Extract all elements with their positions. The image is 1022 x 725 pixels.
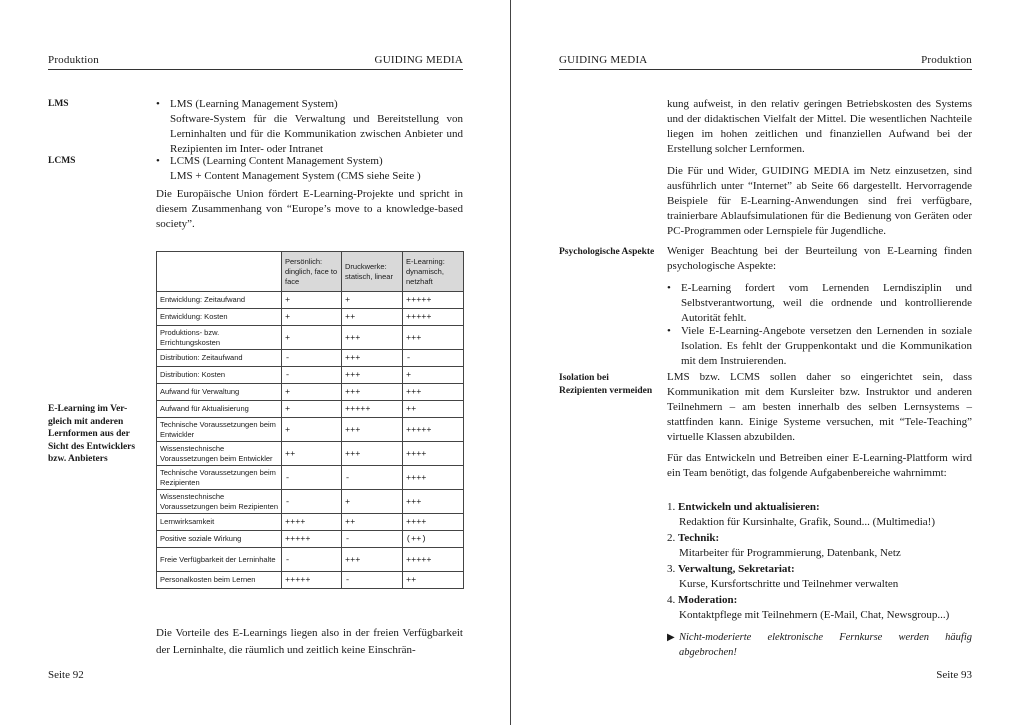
table-row [157, 572, 464, 589]
table-cell: +++++ [282, 531, 342, 548]
table-row [157, 367, 464, 384]
table-cell: +++ [403, 384, 464, 401]
table-row-label: Personalkosten beim Lernen [157, 572, 282, 589]
lms-definition [156, 97, 463, 157]
table-cell: ++++ [403, 466, 464, 490]
table-header-cell [157, 252, 282, 292]
list-item-number: 3. [667, 563, 676, 575]
table-cell: ++ [403, 572, 464, 589]
table-cell: (++) [403, 531, 464, 548]
table-cell: - [282, 490, 342, 514]
list-item [667, 500, 972, 530]
table-row [157, 384, 464, 401]
bullet-self-discipline [667, 281, 972, 326]
list-item [667, 531, 972, 561]
table-row [157, 531, 464, 548]
table-cell: - [342, 572, 403, 589]
table-cell: + [342, 490, 403, 514]
lms-description: Software-System für die Verwaltung und Bereitstellung von Lerninhalten und für die Kommunikation zwischen Anbieter und Rezipienten im Inter- oder Intranet [170, 113, 463, 155]
table-cell: + [282, 418, 342, 442]
table-row [157, 401, 464, 418]
table-cell: ++ [342, 514, 403, 531]
lcms-definition [156, 154, 463, 184]
page-93 [511, 0, 1022, 725]
table-cell: +++ [403, 326, 464, 350]
table-row-label: Wissenstechnische Voraussetzungen beim Rezipienten [157, 490, 282, 514]
table-cell: + [342, 292, 403, 309]
table-cell: +++ [342, 326, 403, 350]
table-cell: - [282, 466, 342, 490]
table-cell: + [403, 367, 464, 384]
table-row-label: Freie Verfügbarkeit der Lerninhalte [157, 548, 282, 572]
bullet-text: Viele E-Learning-Angebote versetzen den Lernenden in soziale Isolation. Es fehlt der Gruppenkontakt und die Kommunikation mit dem Instruierenden. [681, 325, 972, 367]
page-number-left: Seite 92 [48, 669, 84, 681]
list-item-number: 4. [667, 594, 676, 606]
header-book-title: GUIDING MEDIA [374, 54, 463, 66]
table-cell: +++++ [403, 292, 464, 309]
table-header-cell: Druckwerke: statisch, linear [342, 252, 403, 292]
bullet-isolation [667, 324, 972, 369]
table-row [157, 514, 464, 531]
list-item-title: Technik: [678, 532, 720, 544]
list-item-number: 2. [667, 532, 676, 544]
bullet-dot: • [667, 325, 671, 337]
table-cell: +++ [342, 384, 403, 401]
table-row [157, 309, 464, 326]
table-row-label: Produktions- bzw. Errichtungskosten [157, 326, 282, 350]
table-row [157, 466, 464, 490]
table-cell: + [282, 401, 342, 418]
table-row-label: Entwicklung: Kosten [157, 309, 282, 326]
table-row-label: Wissenstechnische Voraussetzungen beim Entwickler [157, 442, 282, 466]
table-row-label: Lernwirksamkeit [157, 514, 282, 531]
table-header-row [157, 252, 464, 292]
table-cell: - [342, 466, 403, 490]
table-row [157, 418, 464, 442]
table-row-label: Aufwand für Verwaltung [157, 384, 282, 401]
bullet-dot: • [156, 98, 160, 110]
bullet-text: E-Learning fordert vom Lernenden Lerndisziplin und Selbstverantwortung, weil die ordnende und kontrollierende Autorität fehlt. [681, 282, 972, 324]
table-cell: ++ [342, 309, 403, 326]
list-item-description: Mitarbeiter für Programmierung, Datenbank, Netz [679, 547, 901, 559]
table-row [157, 490, 464, 514]
table-cell: ++ [403, 401, 464, 418]
team-paragraph: Für das Entwickeln und Betreiben einer E-Learning-Plattform wird ein Team benötigt, das folgende Aufgabenbereiche wahrnimmt: [667, 452, 972, 479]
table-row [157, 292, 464, 309]
list-item-title: Verwaltung, Sekretariat: [678, 563, 795, 575]
header-section-title: Produktion [48, 54, 99, 66]
table-row [157, 326, 464, 350]
header-section-title: Produktion [921, 54, 972, 66]
margin-label-psychological: Psychologische Aspekte [559, 247, 655, 257]
table-row-label: Distribution: Zeitaufwand [157, 350, 282, 367]
margin-label-comparison: E-Learning im Ver-gleich mit anderen Lernformen aus der Sicht des Entwicklers bzw. Anbieters [48, 404, 136, 464]
lcms-description: LMS + Content Management System (CMS siehe Seite ) [170, 170, 421, 182]
note-paragraph: Nicht-moderierte elektronische Fernkurse werden häufig abgebrochen! [679, 632, 972, 658]
list-item-description: Kurse, Kursfortschritte und Teilnehmer verwalten [679, 578, 899, 590]
table-row-label: Positive soziale Wirkung [157, 531, 282, 548]
list-item-description: Redaktion für Kursinhalte, Grafik, Sound... (Multimedia!) [679, 516, 936, 528]
table-cell: +++++ [403, 548, 464, 572]
table-row-label: Distribution: Kosten [157, 367, 282, 384]
table-cell: +++++ [403, 309, 464, 326]
eu-paragraph: Die Europäische Union fördert E-Learning-Projekte und spricht in diesem Zusammenhang von “Europe’s move to a knowledge-based society”. [156, 188, 463, 230]
table-cell: + [282, 326, 342, 350]
list-item [667, 593, 972, 623]
table-cell: +++ [403, 490, 464, 514]
bullet-dot: • [156, 155, 160, 167]
page-92 [0, 0, 510, 725]
list-item-title: Entwickeln und aktualisieren: [678, 501, 820, 513]
table-cell: ++++ [403, 442, 464, 466]
table-cell: + [282, 309, 342, 326]
table-header-cell: E-Learning: dynamisch, netzhaft [403, 252, 464, 292]
header-book-title: GUIDING MEDIA [559, 54, 648, 66]
table-cell: +++++ [282, 572, 342, 589]
margin-label-lcms: LCMS [48, 156, 76, 166]
table-row-label: Entwicklung: Zeitaufwand [157, 292, 282, 309]
table-cell: +++ [342, 418, 403, 442]
table-cell: - [342, 531, 403, 548]
list-item-title: Moderation: [678, 594, 738, 606]
table-cell: - [282, 350, 342, 367]
header-rule [48, 69, 463, 70]
table-cell: +++ [342, 442, 403, 466]
margin-label-isolation: Isolation bei Rezipienten vermeiden [559, 373, 653, 396]
table-cell: +++ [342, 548, 403, 572]
lms-title: LMS (Learning Management System) [170, 98, 338, 110]
pros-cons-paragraph: Die Für und Wider, GUIDING MEDIA im Netz einzusetzen, sind ausführlich unter “Internet” ab Seite 66 dargestellt. Hervorragende Beispiele für E-Learning-Anwendungen sind frei verfügbare, trainierbare Ablaufsimulationen für die Bedienung von Geräten oder PC-Programmen oder Lernspiele für Jugendliche. [667, 165, 972, 237]
table-row [157, 350, 464, 367]
costs-paragraph: kung aufweist, in den relativ geringen Betriebskosten des Systems und der didaktischen Vielfalt der Mittel. Die wesentlichen Nachteile liegen im hohen zeitlichen und finanziellen Aufwand bei der Erstellung solcher Lernformen. [667, 98, 972, 155]
margin-label-lms: LMS [48, 99, 69, 109]
comparison-table [156, 251, 464, 589]
header-rule [559, 69, 972, 70]
list-item-number: 1. [667, 501, 676, 513]
table-cell: - [282, 367, 342, 384]
table-cell: +++ [342, 367, 403, 384]
table-cell: ++++ [403, 514, 464, 531]
table-row [157, 548, 464, 572]
bullet-dot: • [667, 282, 671, 294]
table-cell: + [282, 292, 342, 309]
list-item-description: Kontaktpflege mit Teilnehmern (E-Mail, Chat, Newsgroup...) [679, 609, 950, 621]
triangle-right-icon: ▶ [667, 632, 675, 643]
table-cell: + [282, 384, 342, 401]
table-cell: ++++ [282, 514, 342, 531]
psych-intro-paragraph: Weniger Beachtung bei der Beurteilung von E-Learning finden psychologische Aspekte: [667, 245, 972, 272]
lcms-title: LCMS (Learning Content Management System) [170, 155, 383, 167]
table-cell: +++++ [403, 418, 464, 442]
table-header-cell: Persönlich: dinglich, face to face [282, 252, 342, 292]
table-cell: ++ [282, 442, 342, 466]
lms-communication-paragraph: LMS bzw. LCMS sollen daher so eingerichtet sein, dass Kommunikation mit dem Kursleiter bzw. Instruktor und anderen Teilnehmern – am besten innerhalb des selben Lernsystems – stattfinden kann. Einige Systeme versuchen, mit “Tele-Teaching” virtuelle Klassen abzubilden. [667, 371, 972, 443]
list-item [667, 562, 972, 592]
table-cell: +++++ [342, 401, 403, 418]
table-cell: +++ [342, 350, 403, 367]
table-row [157, 442, 464, 466]
table-cell: - [403, 350, 464, 367]
table-row-label: Aufwand für Aktualisierung [157, 401, 282, 418]
table-row-label: Technische Voraussetzungen beim Entwickler [157, 418, 282, 442]
page-number-right: Seite 93 [936, 669, 972, 681]
advantages-paragraph: Die Vorteile des E-Learnings liegen also in der freien Verfügbarkeit der Lerninhalte, die räumlich und zeitlich keine Einschrän- [156, 627, 463, 656]
table-row-label: Technische Voraussetzungen beim Rezipienten [157, 466, 282, 490]
table-cell: - [282, 548, 342, 572]
